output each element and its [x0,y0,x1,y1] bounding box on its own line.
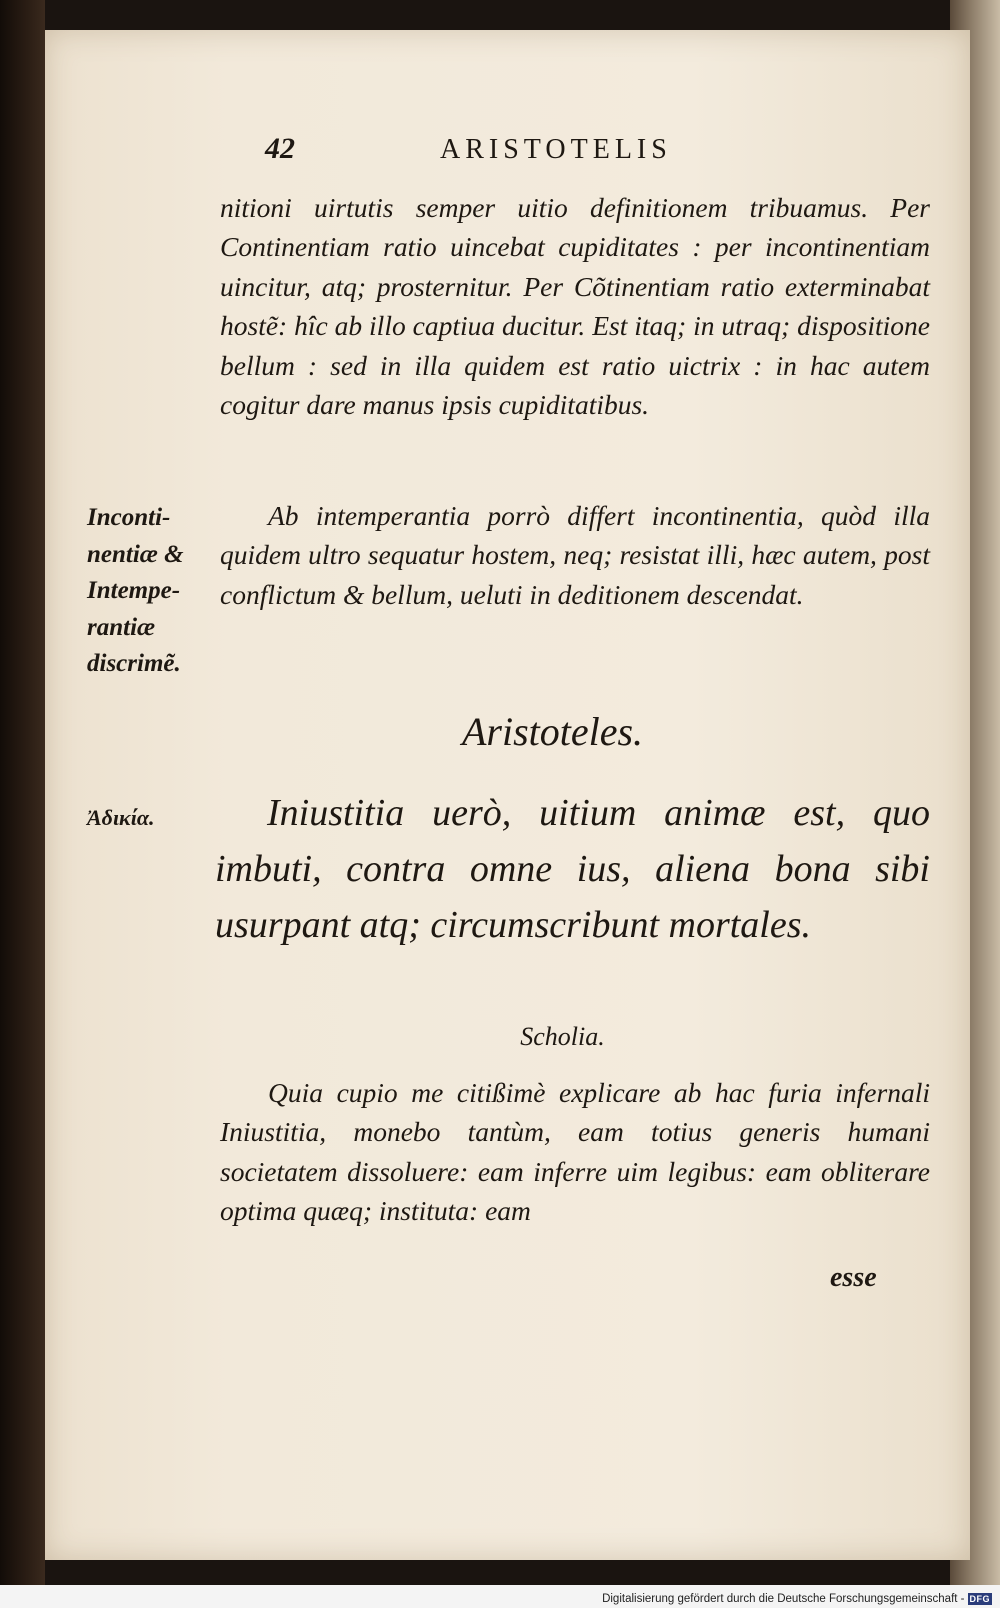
footer-credit [602,1593,992,1605]
definition-text: Iniustitia uerò, uitium animæ est, quo imbuti, contra omne ius, aliena bona sibi usurpant atq; circumscribunt mortales. [215,792,930,946]
page-number: 42 [265,132,295,165]
paragraph-intemperantia [220,496,930,614]
marginal-note-adikia: Ἀδικία. [87,805,155,830]
paragraph-text: Quia cupio me citißimè explicare ab hac furia infernali Iniustitia, monebo tantùm, eam totius generis humani societatem dissoluere: eam inferre uim legibus: eam obliterare optima quæq; instituta: eam [220,1077,930,1227]
marginal-line: discrimẽ. [87,650,181,677]
footer-credit-text: Digitalisierung gefördert durch die Deutsche Forschungsgemeinschaft - [602,1593,965,1605]
marginal-note-discrimen [87,500,227,683]
aristotle-definition [215,785,930,953]
marginal-line: Intempe- [87,577,181,604]
paragraph-text: nitioni uirtutis semper uitio definitionem tribuamus. Per Continentiam ratio uincebat cupiditates : per incontinentiam uincitur, atq; prosternitur. Per Cõtinentiam ratio exterminabat hostẽ: hîc ab illo captiua ducitur. Est itaq; in utraq; dispositione bellum : sed in illa quidem est ratio uictrix : in hac autem cogitur dare manus ipsis cupiditatibus. [220,192,930,421]
running-head [45,132,970,172]
section-heading-aristoteles: Aristoteles. [461,709,644,754]
marginal-line: nentiæ & [87,540,184,568]
dfg-logo-icon: DFG [969,1594,990,1604]
book-spine-shadow [0,0,45,1585]
paragraph-text: Ab intemperantia porrò differt incontinentia, quòd illa quidem ultro sequatur hostem, neq; resistat illi, hæc autem, post conflictum & bellum, ueluti in deditionem descendat. [220,500,930,610]
marginal-line: rantiæ [87,613,156,641]
paragraph-scholia [220,1073,930,1231]
scholia-heading: Scholia. [520,1022,605,1051]
paragraph-continentia [220,188,930,424]
marginal-line: Inconti- [87,504,171,531]
running-title: ARISTOTELIS [440,134,672,165]
footer-bar [0,1585,1000,1608]
book-page [45,30,970,1560]
catchword: esse [830,1262,877,1293]
